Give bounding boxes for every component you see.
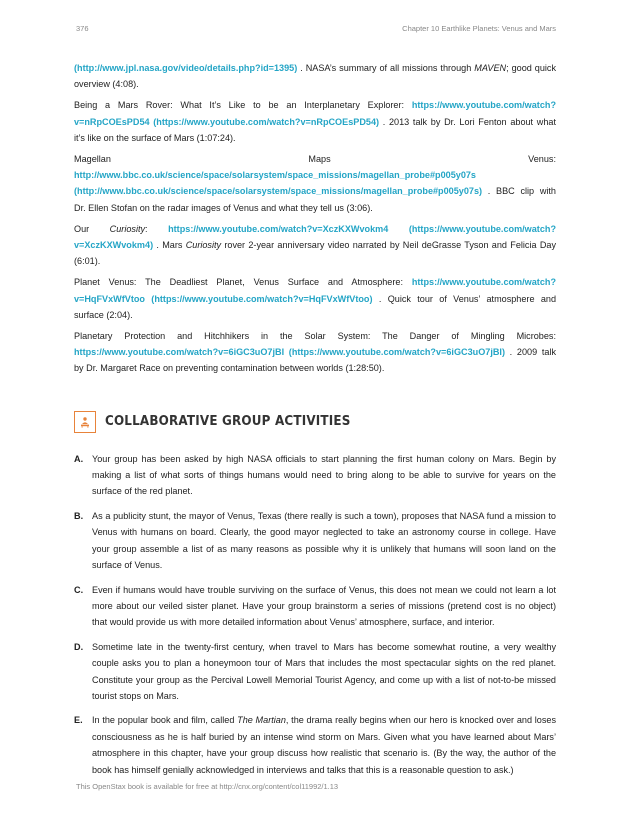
group-people-icon bbox=[74, 411, 96, 433]
chapter-title: Chapter 10 Earthlike Planets: Venus and Mars bbox=[402, 24, 556, 33]
body-text: . Quick tour of Venus’ atmosphere and surface (2:04). bbox=[74, 293, 557, 320]
body-text: ; good quick overview (4:08). bbox=[74, 63, 557, 90]
resource-entry bbox=[74, 60, 556, 92]
resource-entry bbox=[74, 221, 556, 270]
body-text: . 2009 talk by Dr. Margaret Race on preventing contamination between worlds (1:28:50). bbox=[74, 347, 556, 374]
activity-letter: A. bbox=[74, 453, 84, 464]
activity-item bbox=[74, 582, 556, 631]
video-link[interactable]: https://www.youtube.com/watch?v=6iGC3uO7jBI (https://www.youtube.com/watch?v=6iGC3uO7jBI) bbox=[74, 347, 505, 358]
activity-text bbox=[92, 639, 556, 705]
video-link[interactable]: (http://www.jpl.nasa.gov/video/details.php?id=1395) bbox=[74, 63, 298, 73]
video-link[interactable]: https://www.youtube.com/watch?v=XczKXWvokm4 (https://www.youtube.com/watch?v=XczKXWvokm4) bbox=[74, 223, 557, 251]
resource-entry bbox=[74, 328, 556, 377]
body-text: . Mars bbox=[153, 240, 186, 251]
body-text: Our bbox=[74, 223, 110, 234]
body-text: Your group has been asked by high NASA officials to start planning the first human colony on Mars. Begin by making a list of what sorts of things humans would need to bring along to be able to survive for years on the surface of the red planet. bbox=[92, 453, 556, 497]
body-text: Planetary Protection and Hitchhikers in the Solar System: The Danger of Mingling Microbes: bbox=[74, 331, 556, 342]
body-text: Planet Venus: The Deadliest Planet, Venus Surface and Atmosphere: bbox=[74, 277, 412, 288]
section-header bbox=[74, 405, 556, 439]
body-text: Sometime late in the twenty-first century, when travel to Mars has become somewhat routine, a very wealthy couple asks you to plan a honeymoon tour of Mars that includes the most spectacular sights on the red planet. Constitute your group as the Percival Lowell Memorial Tourist Agency, and come up with a list of not-to-be missed tourist stops on Mars. bbox=[92, 641, 556, 701]
body-text: As a publicity stunt, the mayor of Venus, Texas (there really is such a town), proposes that NASA fund a mission to Venus with humans on board. Clearly, the good mayor neglected to take an astronomy course in college. Have your group assemble a list of as many reasons as possible why it is unlikely that humans will soon land on the surface of Venus. bbox=[92, 510, 556, 571]
body-text: Being a Mars Rover: What It’s Like to be an Interplanetary Explorer: bbox=[74, 100, 412, 111]
body-text: In the popular book and film, called bbox=[92, 715, 238, 726]
resources-list bbox=[74, 60, 556, 377]
video-link[interactable]: https://www.youtube.com/watch?v=HqFVxWfVtoo (https://www.youtube.com/watch?v=HqFVxWfVtoo) bbox=[74, 277, 556, 304]
activities-list bbox=[74, 451, 556, 778]
italic-text: The Martian bbox=[237, 715, 286, 726]
italic-text: Curiosity bbox=[185, 240, 222, 251]
activity-letter: B. bbox=[74, 510, 84, 521]
activity-letter: E. bbox=[74, 715, 83, 726]
body-text: . 2013 talk by Dr. Lori Fenton about what it’s like on the surface of Mars (1:07:24). bbox=[74, 116, 557, 143]
resource-entry bbox=[74, 97, 556, 146]
activity-item bbox=[74, 508, 556, 574]
activity-letter: C. bbox=[74, 584, 84, 595]
body-text: , the drama really begins when our hero is knocked over and loses consciousness as he is half buried by an intense wind storm on Mars. Given what you have learned about Mars’ atmosphere in this chapter, have your group discuss how realistic that scenario is. (By the way, the author of the book has himself genially acknowledged in interviews and talks that this is a reasonable question to ask.) bbox=[92, 715, 556, 775]
activity-item bbox=[74, 712, 556, 778]
resource-entry bbox=[74, 151, 556, 216]
video-link[interactable]: http://www.bbc.co.uk/science/space/solarsystem/space_missions/magellan_probe#p005y07s (http://www.bbc.co.uk/science/space/solarsystem/space_missions/magellan_probe#p005y07s) bbox=[74, 170, 483, 197]
video-link[interactable]: https://www.youtube.com/watch?v=nRpCOEsPD54 (https://www.youtube.com/watch?v=nRpCOEsPD54) bbox=[74, 100, 556, 127]
body-text: rover 2-year anniversary video narrated by Neil deGrasse Tyson and Felicia Day (6:01). bbox=[74, 240, 556, 267]
body-text: . NASA’s summary of all missions through bbox=[297, 63, 475, 73]
activity-text bbox=[92, 712, 556, 778]
body-text: Magellan Maps Venus: bbox=[74, 154, 556, 165]
activity-item bbox=[74, 639, 556, 705]
body-text: Even if humans would have trouble surviving on the surface of Venus, this does not mean we could not learn a lot more about our veiled sister planet. Have your group brainstorm a series of missions (pretend cost is no object) that would provide us with more detailed information about Venus’ atmosphere, surface, and interior. bbox=[92, 584, 556, 628]
activity-text bbox=[92, 508, 556, 574]
body-text: . BBC clip with Dr. Ellen Stofan on the radar images of Venus and what they tell us (3:06). bbox=[74, 186, 556, 213]
activity-item bbox=[74, 451, 556, 500]
page-header bbox=[76, 24, 556, 38]
italic-text: MAVEN bbox=[474, 63, 507, 73]
resource-entry bbox=[74, 274, 556, 323]
page-number: 376 bbox=[76, 24, 89, 33]
activity-text bbox=[92, 451, 556, 500]
italic-text: Curiosity bbox=[109, 223, 146, 234]
page-content bbox=[74, 60, 556, 786]
body-text: : bbox=[145, 223, 169, 234]
page-footer: This OpenStax book is available for free at http://cnx.org/content/col11992/1.13 bbox=[76, 782, 339, 791]
activity-letter: D. bbox=[74, 641, 84, 652]
activity-text bbox=[92, 582, 556, 631]
section-title: COLLABORATIVE GROUP ACTIVITIES bbox=[105, 414, 351, 430]
